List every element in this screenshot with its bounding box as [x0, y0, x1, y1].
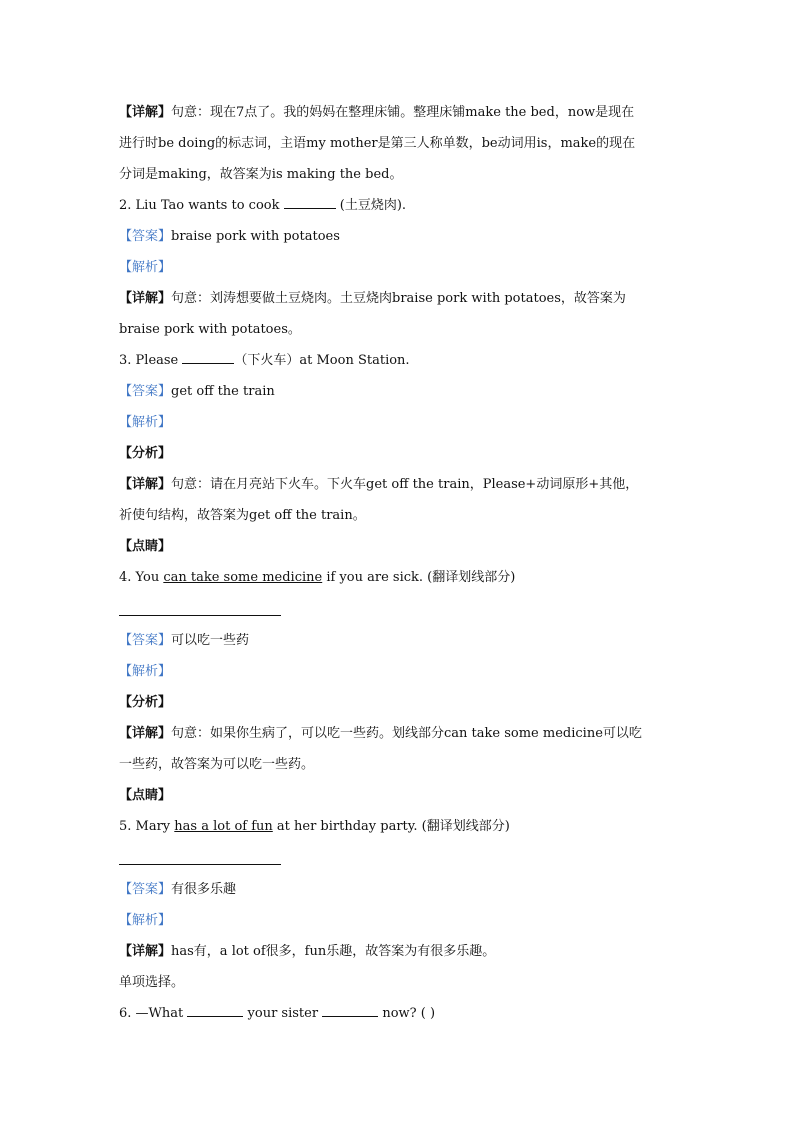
detail-line: 一些药，故答案为可以吃一些药。: [119, 757, 315, 772]
question-text: 5. Mary: [119, 819, 175, 834]
answer-text: get off the train: [171, 384, 275, 399]
answer-text: 有很多乐趣: [171, 882, 237, 897]
underlined-phrase: can take some medicine: [163, 570, 323, 585]
analyze-tag: 【分析】: [119, 695, 172, 710]
detail-text: 句意：刘涛想要做土豆烧肉。土豆烧肉braise pork with potatoes，故答案为: [171, 291, 626, 306]
detail-line: [119, 722, 679, 753]
question-4: [119, 566, 679, 597]
analyze-tag: 【分析】: [119, 446, 172, 461]
answer-blank: [187, 1004, 243, 1017]
section-heading: 单项选择。: [119, 975, 185, 990]
detail-tag: 【详解】: [119, 726, 172, 741]
question-text: now? ( ): [378, 1006, 436, 1021]
analysis-tag: 【解析】: [119, 415, 172, 430]
answer-line: [119, 225, 679, 256]
detail-line: 进行时be doing的标志词，主语my mother是第三人称单数，be动词用is，make的现在: [119, 136, 636, 151]
question-text: 3. Please: [119, 353, 183, 368]
detail-text: 句意：现在7点了。我的妈妈在整理床铺。整理床铺make the bed，now是现在: [171, 105, 635, 120]
analysis-tag: 【解析】: [119, 664, 172, 679]
detail-line: 祈使句结构，故答案为get off the train。: [119, 508, 366, 523]
question-text: your sister: [243, 1006, 323, 1021]
analysis-tag: 【解析】: [119, 260, 172, 275]
detail-tag: 【详解】: [119, 105, 172, 120]
document-page: [119, 101, 679, 1033]
question-text: （下火车）at Moon Station.: [234, 353, 410, 368]
detail-line: [119, 287, 679, 318]
analysis-tag: 【解析】: [119, 913, 172, 928]
answer-tag: 【答案】: [119, 633, 172, 648]
question-text: 2. Liu Tao wants to cook: [119, 198, 284, 213]
answer-line: [119, 380, 679, 411]
answer-tag: 【答案】: [119, 882, 172, 897]
question-text: (土豆烧肉).: [335, 198, 407, 213]
detail-text: 句意：如果你生病了，可以吃一些药。划线部分can take some medicine可以吃: [171, 726, 642, 741]
underlined-phrase: has a lot of fun: [174, 819, 273, 834]
detail-line: braise pork with potatoes。: [119, 322, 301, 337]
answer-text: 可以吃一些药: [171, 633, 250, 648]
answer-tag: 【答案】: [119, 384, 172, 399]
detail-line: 分词是making，故答案为is making the bed。: [119, 167, 403, 182]
question-5: [119, 815, 679, 846]
detail-line: [119, 473, 679, 504]
answer-text: braise pork with potatoes: [171, 229, 340, 244]
question-3: [119, 349, 679, 380]
question-text: 4. You: [119, 570, 164, 585]
question-2: [119, 194, 679, 225]
key-point-tag: 【点睛】: [119, 788, 172, 803]
answer-blank-line: [119, 846, 281, 865]
detail-text: 句意：请在月亮站下火车。下火车get off the train，Please+动词原形+其他，: [171, 477, 639, 492]
answer-tag: 【答案】: [119, 229, 172, 244]
answer-blank: [322, 1004, 378, 1017]
question-6: [119, 1002, 679, 1033]
question-text: 6. —What: [119, 1006, 188, 1021]
answer-line: [119, 629, 679, 660]
detail-tag: 【详解】: [119, 291, 172, 306]
detail-text: has有，a lot of很多，fun乐趣，故答案为有很多乐趣。: [171, 944, 496, 959]
question-text: if you are sick. (翻译划线部分): [322, 570, 516, 585]
answer-line: [119, 878, 679, 909]
answer-blank: [182, 351, 234, 364]
answer-blank-line: [119, 597, 281, 616]
detail-line: [119, 101, 679, 132]
detail-line: [119, 940, 679, 971]
detail-tag: 【详解】: [119, 944, 172, 959]
detail-tag: 【详解】: [119, 477, 172, 492]
key-point-tag: 【点睛】: [119, 539, 172, 554]
question-text: at her birthday party. (翻译划线部分): [272, 819, 510, 834]
answer-blank: [284, 196, 336, 209]
